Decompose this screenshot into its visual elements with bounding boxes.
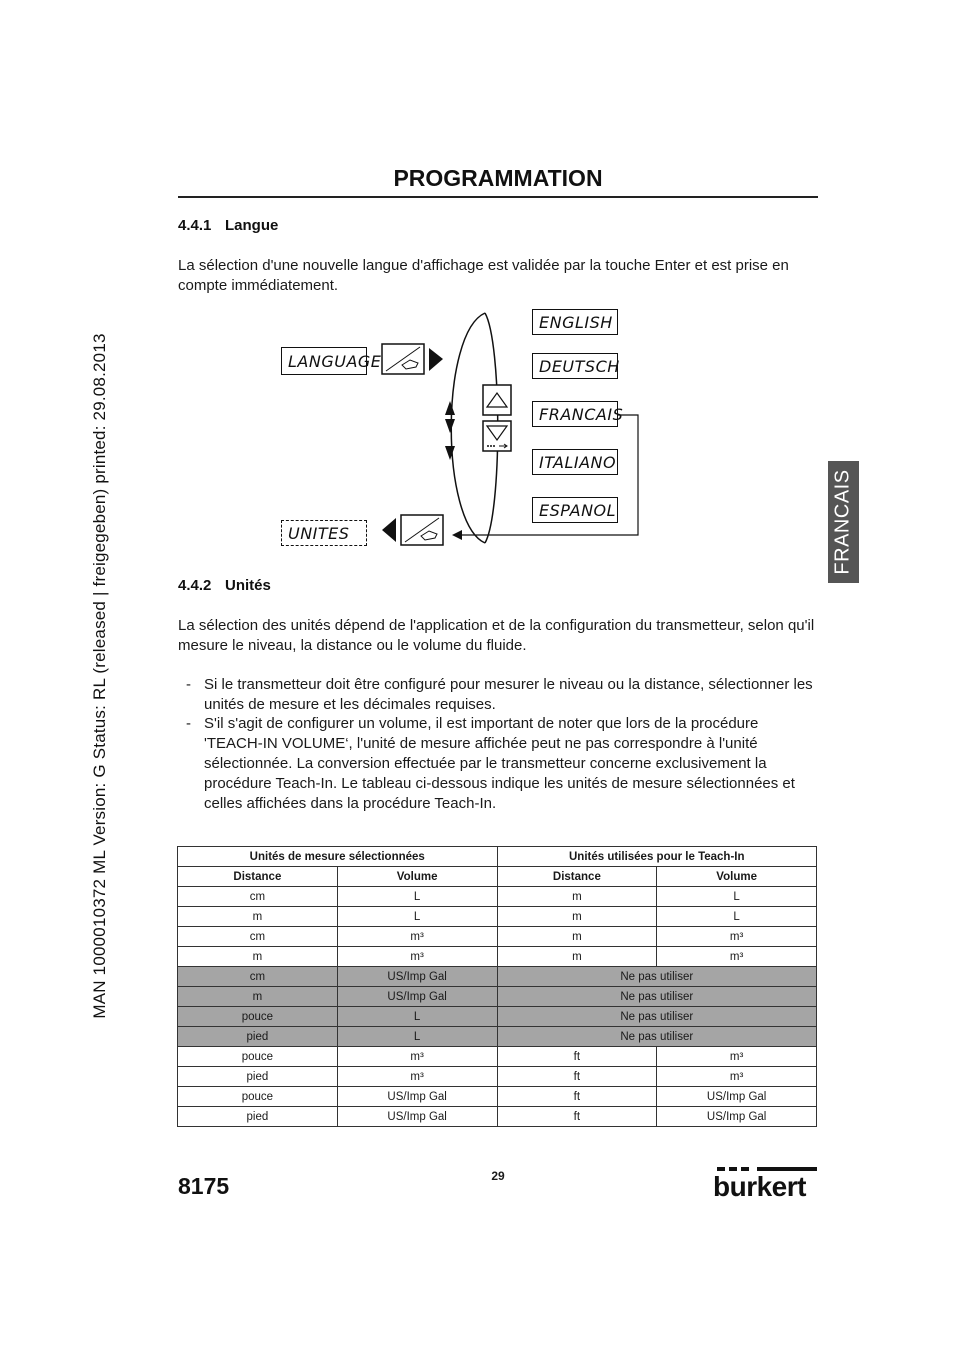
table-cell: L [657, 907, 817, 927]
loop-left-arc [451, 313, 485, 543]
table-cell: m³ [337, 1067, 497, 1087]
table-cell: m³ [657, 947, 817, 967]
section-number: 4.4.1 [178, 217, 212, 234]
right-arrow-icon [429, 348, 443, 371]
loop-down-arrow-icon [445, 419, 455, 433]
table-cell-not-used: Ne pas utiliser [497, 987, 817, 1007]
unites-intro: La sélection des unités dépend de l'application et de la configuration du transmetteur, selon qu'il mesure le niveau, la distance ou le volume du fluide. [178, 617, 815, 654]
table-cell: m [497, 907, 657, 927]
table-row-disabled [178, 1007, 817, 1027]
page-title: PROGRAMMATION [393, 165, 603, 191]
burkert-logo [713, 1165, 819, 1201]
enter-hand-icon [382, 344, 424, 374]
table-row-disabled [178, 1027, 817, 1047]
left-arrow-icon [382, 518, 396, 542]
table-cell-not-used: Ne pas utiliser [497, 967, 817, 987]
table-row [178, 1067, 817, 1087]
table-cell: pied [178, 1027, 338, 1047]
table-cell: m³ [657, 1067, 817, 1087]
group-header-selected: Unités de mesure sélectionnées [178, 847, 498, 867]
loop-down-arrow-icon-2 [445, 446, 455, 460]
col-header-distance: Distance [497, 867, 657, 887]
table-cell: ft [497, 1107, 657, 1127]
table-cell: m³ [337, 1047, 497, 1067]
table-row [178, 947, 817, 967]
table-cell: cm [178, 927, 338, 947]
table-cell: cm [178, 967, 338, 987]
table-cell: ft [497, 1087, 657, 1107]
table-cell: m³ [337, 947, 497, 967]
enter-hand-icon-2 [401, 515, 443, 545]
table-cell: pouce [178, 1047, 338, 1067]
table-cell: US/Imp Gal [337, 1087, 497, 1107]
table-cell: L [337, 1007, 497, 1027]
table-cell: pouce [178, 1087, 338, 1107]
table-row [178, 887, 817, 907]
table-cell: m [497, 887, 657, 907]
table-cell-not-used: Ne pas utiliser [497, 1007, 817, 1027]
table-cell: m [497, 927, 657, 947]
table-row [178, 1087, 817, 1107]
language-tab [828, 461, 859, 583]
lcd-deutsch: DEUTSCH [532, 353, 618, 379]
units-table [177, 846, 817, 1127]
table-cell: US/Imp Gal [337, 987, 497, 1007]
langue-description: La sélection d'une nouvelle langue d'affichage est validée par la touche Enter et est prise en compte immédiatement. [178, 257, 789, 294]
table-cell: m³ [657, 927, 817, 947]
return-arrow-icon [452, 530, 462, 540]
lcd-unites: UNITES [281, 520, 367, 546]
table-cell: L [337, 887, 497, 907]
document-status-text: MAN 1000010372 ML Version: G Status: RL (released | freigegeben) printed: 29.08.2013 [90, 333, 109, 1019]
table-cell: L [337, 1027, 497, 1047]
table-cell: pied [178, 1067, 338, 1087]
table-cell: US/Imp Gal [337, 1107, 497, 1127]
table-cell: L [657, 887, 817, 907]
table-cell: m [178, 987, 338, 1007]
lcd-language: LANGUAGE [281, 347, 367, 375]
table-cell: US/Imp Gal [657, 1107, 817, 1127]
table-row [178, 927, 817, 947]
up-arrow-button-icon [483, 385, 511, 415]
table-cell-not-used: Ne pas utiliser [497, 1027, 817, 1047]
group-header-teachin: Unités utilisées pour le Teach-In [497, 847, 817, 867]
table-cell: US/Imp Gal [337, 967, 497, 987]
table-cell: m³ [337, 927, 497, 947]
title-divider [178, 196, 818, 198]
page-number: 29 [491, 1169, 505, 1183]
table-row [178, 907, 817, 927]
table-cell: ft [497, 1047, 657, 1067]
section-title: Langue [225, 217, 279, 234]
table-cell: m³ [657, 1047, 817, 1067]
bullet-text: Si le transmetteur doit être configuré pour mesurer le niveau ou la distance, sélectionner les unités de mesure et les décimales requises. [204, 676, 813, 713]
lcd-francais: FRANCAIS [532, 401, 618, 427]
lcd-espanol: ESPANOL [532, 497, 618, 523]
table-row [178, 1107, 817, 1127]
table-cell: pouce [178, 1007, 338, 1027]
col-header-volume: Volume [657, 867, 817, 887]
down-arrow-button-icon [483, 421, 511, 451]
col-header-volume: Volume [337, 867, 497, 887]
section-title: Unités [225, 577, 271, 594]
language-tab-label: FRANCAIS [831, 469, 854, 575]
loop-up-arrow-icon [445, 401, 455, 415]
table-cell: m [178, 907, 338, 927]
lcd-italiano: ITALIANO [532, 449, 618, 475]
model-number: 8175 [178, 1173, 230, 1199]
bullet-text: S'il s'agit de configurer un volume, il est important de noter que lors de la procédure 'TEACH-IN VOLUME‘, l'unité de mesure affichée peut ne pas correspondre à l'unité sélectionnée. La conversion effectuée par le transmetteur concerne exclusivement la procédure Teach-In. Le tableau ci-dessous indique les unités de mesure sélectionnées et celles affichées dans la procédure Teach-In. [204, 715, 795, 812]
table-cell: cm [178, 887, 338, 907]
table-row-disabled [178, 987, 817, 1007]
table-cell: pied [178, 1107, 338, 1127]
table-row-disabled [178, 967, 817, 987]
lcd-english: ENGLISH [532, 309, 618, 335]
table-cell: m [178, 947, 338, 967]
table-cell: ft [497, 1067, 657, 1087]
table-row [178, 1047, 817, 1067]
col-header-distance: Distance [178, 867, 338, 887]
section-heading-unites [178, 577, 271, 594]
section-heading-langue [178, 217, 278, 234]
table-cell: US/Imp Gal [657, 1087, 817, 1107]
brand-name: burkert [713, 1171, 806, 1202]
table-cell: m [497, 947, 657, 967]
table-cell: L [337, 907, 497, 927]
section-number: 4.4.2 [178, 577, 212, 594]
